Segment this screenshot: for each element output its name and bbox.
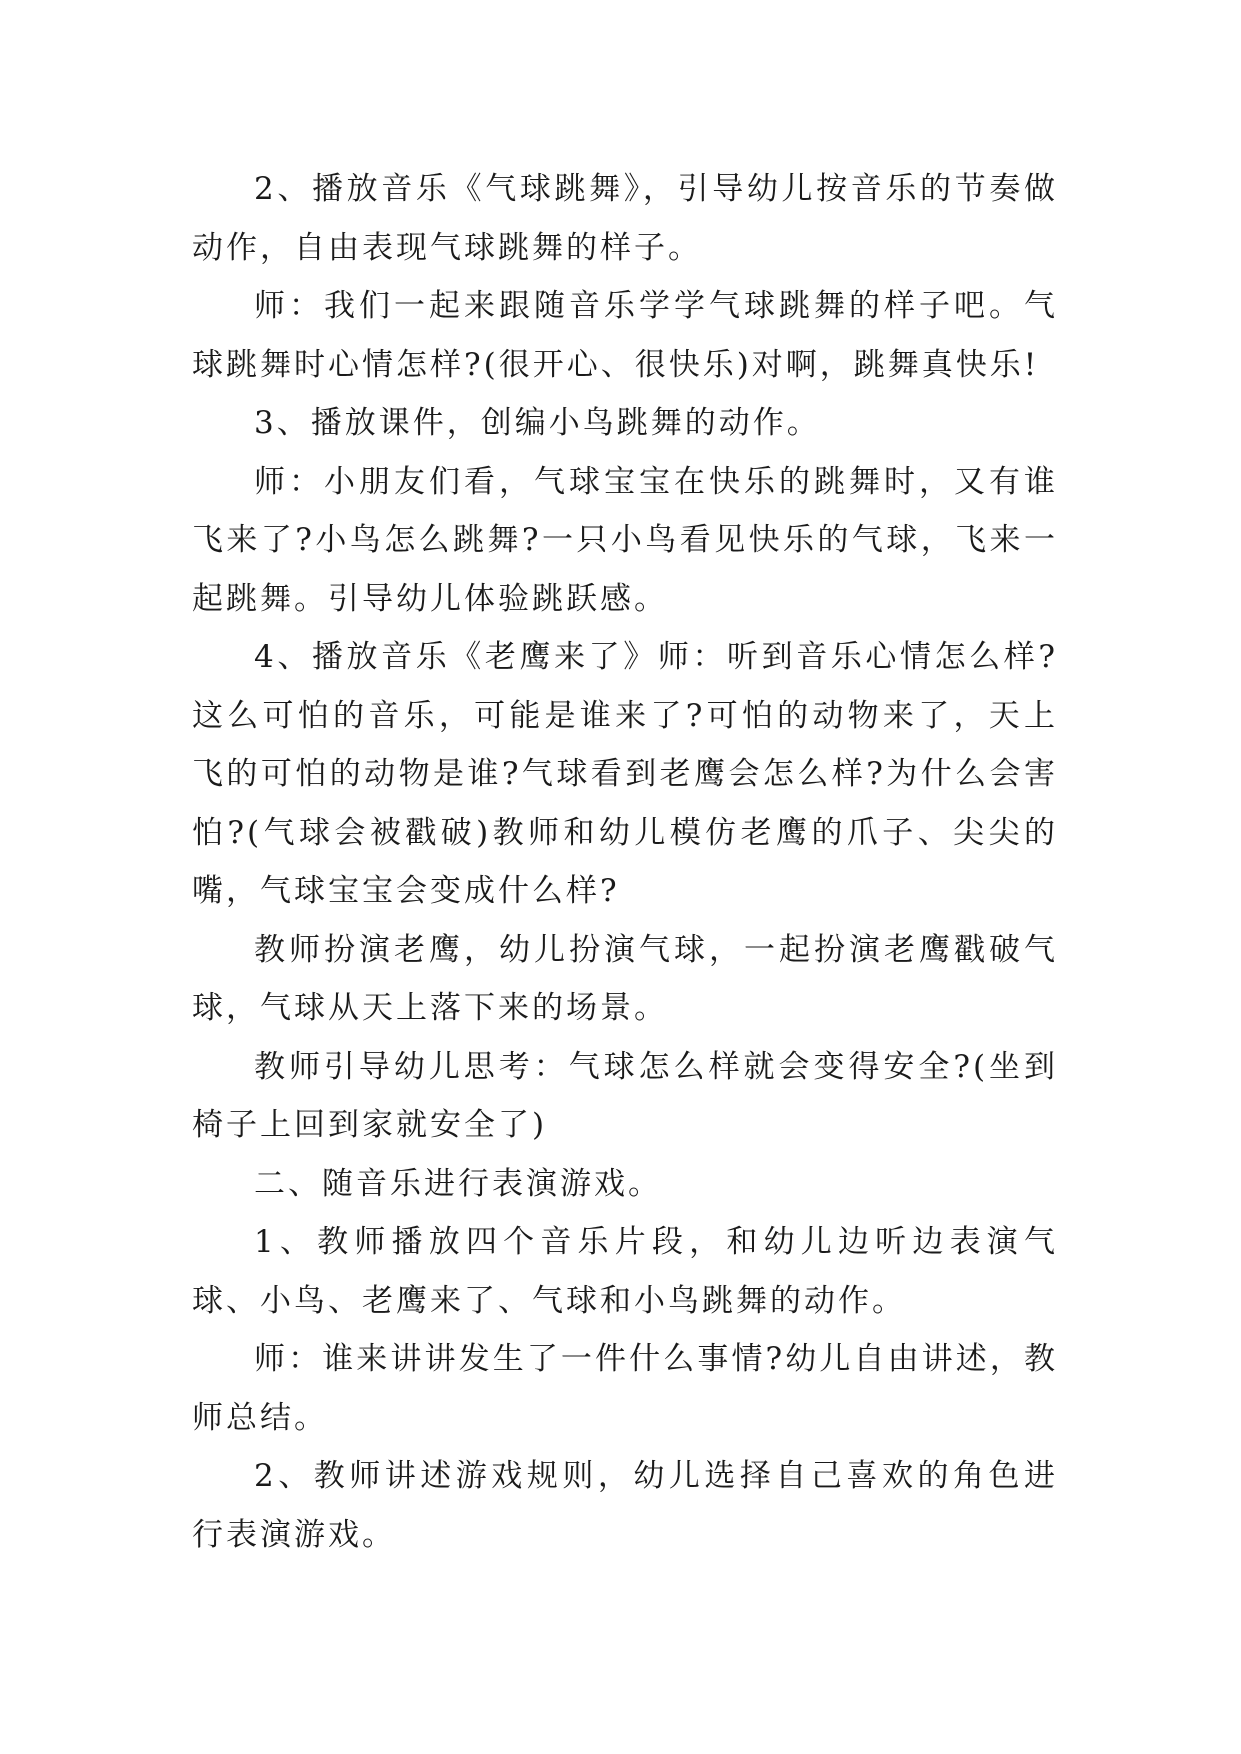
- paragraph-step-3-courseware: 3、播放课件，创编小鸟跳舞的动作。: [254, 405, 821, 441]
- paragraph-step-2-rules: 2、教师讲述游戏规则，幼儿选择自己喜欢的角色进行表演游戏。: [192, 1458, 1058, 1553]
- section-heading-2: 二、随音乐进行表演游戏。: [254, 1165, 662, 1202]
- paragraph-role-play: 教师扮演老鹰，幼儿扮演气球，一起扮演老鹰戳破气球，气球从天上落下来的场景。: [192, 931, 1058, 1026]
- document-body: [192, 160, 1058, 1564]
- paragraph-guided-thinking: 教师引导幼儿思考：气球怎么样就会变得安全?(坐到椅子上回到家就安全了): [192, 1048, 1058, 1143]
- paragraph-teacher-dialogue-3: 师：谁来讲讲发生了一件什么事情?幼儿自由讲述，教师总结。: [192, 1341, 1058, 1436]
- paragraph-teacher-dialogue-1: 师：我们一起来跟随音乐学学气球跳舞的样子吧。气球跳舞时心情怎样?(很开心、很快乐)对啊，跳舞真快乐!: [192, 288, 1058, 383]
- paragraph-teacher-dialogue-2: 师：小朋友们看，气球宝宝在快乐的跳舞时，又有谁飞来了?小鸟怎么跳舞?一只小鸟看见快乐的气球，飞来一起跳舞。引导幼儿体验跳跃感。: [192, 463, 1058, 617]
- paragraph-step-2-music: 2、播放音乐《气球跳舞》，引导幼儿按音乐的节奏做动作，自由表现气球跳舞的样子。: [192, 171, 1058, 266]
- paragraph-step-1-segments: 1、教师播放四个音乐片段，和幼儿边听边表演气球、小鸟、老鹰来了、气球和小鸟跳舞的动作。: [192, 1224, 1058, 1319]
- paragraph-step-4-eagle: 4、播放音乐《老鹰来了》师：听到音乐心情怎么样?这么可怕的音乐，可能是谁来了?可怕的动物来了，天上飞的可怕的动物是谁?气球看到老鹰会怎么样?为什么会害怕?(气球会被戳破)教师和幼儿模仿老鹰的爪子、尖尖的嘴，气球宝宝会变成什么样?: [192, 639, 1058, 909]
